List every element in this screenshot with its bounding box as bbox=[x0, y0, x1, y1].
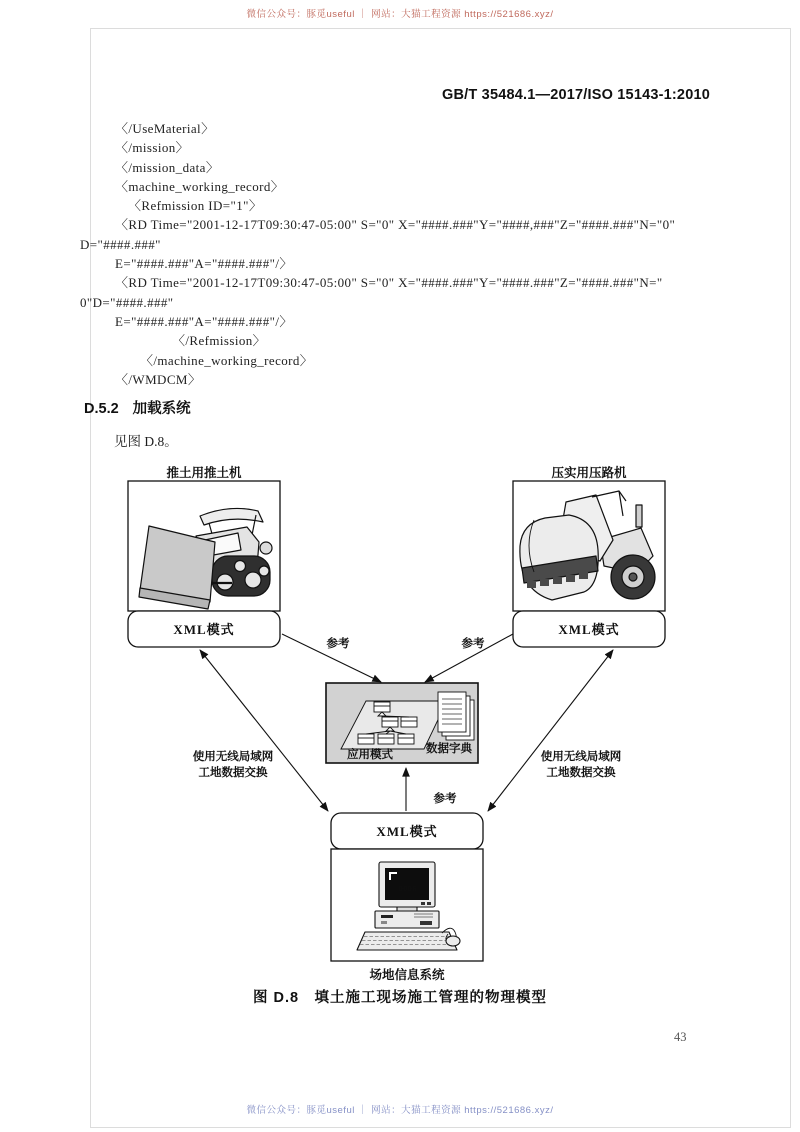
arrow-wlan-right bbox=[488, 650, 613, 811]
wlan-right-line1: 使用无线局域网 bbox=[540, 751, 622, 763]
code-line: 〈RD Time="2001-12-17T09:30:47-05:00" S="0" X="####.###"Y="####,###"Z="####.###"N="0" bbox=[115, 217, 676, 233]
xml-schema-right-label: XML模式 bbox=[558, 622, 620, 637]
code-line: 〈/mission〉 bbox=[115, 140, 190, 156]
code-line: 0"D="####.###" bbox=[80, 294, 174, 310]
document-number: GB/T 35484.1—2017/ISO 15143-1:2010 bbox=[442, 87, 710, 103]
page-number: 43 bbox=[674, 1030, 687, 1044]
page-border-top bbox=[90, 28, 791, 29]
arrow-wlan-left bbox=[200, 650, 328, 811]
code-line: 〈RD Time="2001-12-17T09:30:47-05:00" S="0" X="####.###"Y="####.###"Z="####.###"N=" bbox=[115, 275, 663, 291]
xml-schema-left-label: XML模式 bbox=[173, 622, 235, 637]
watermark-top: 微信公众号：豚觅useful ｜ 网站：大猫工程资源 https://521686.xyz/ bbox=[246, 9, 554, 20]
figure-diagram bbox=[90, 450, 710, 990]
code-line: 〈/UseMaterial〉 bbox=[115, 121, 215, 136]
wlan-right-line2: 工地数据交换 bbox=[546, 767, 616, 779]
section-title: 加载系统 bbox=[132, 401, 191, 417]
page-border-right bbox=[790, 28, 791, 1127]
code-line: D="####.###" bbox=[80, 236, 161, 252]
app-model-label: 应用模式 bbox=[347, 749, 393, 761]
ref-right-label: 参考 bbox=[461, 638, 485, 650]
figure-caption: 图 D.8 填土施工现场施工管理的物理模型 bbox=[252, 990, 548, 1006]
xml-schema-bottom-label: XML模式 bbox=[376, 824, 438, 839]
code-line: 〈/machine_working_record〉 bbox=[140, 352, 314, 368]
code-line: 〈Refmission ID="1"〉 bbox=[128, 198, 263, 214]
code-block bbox=[80, 119, 748, 389]
ref-left-label: 参考 bbox=[326, 638, 350, 650]
screen-text: 0006 bbox=[399, 885, 417, 893]
site-system-label: 场地信息系统 bbox=[369, 968, 445, 982]
section-number: D.5.2 bbox=[84, 401, 119, 417]
wlan-left-line2: 工地数据交换 bbox=[198, 767, 268, 779]
roller-label: 压实用压路机 bbox=[551, 466, 627, 480]
watermark-bottom: 微信公众号：豚觅useful ｜ 网站：大猫工程资源 https://521686.xyz/ bbox=[246, 1105, 554, 1116]
data-dictionary-label: 数据字典 bbox=[426, 743, 472, 755]
code-line: 〈/Refmission〉 bbox=[172, 333, 267, 349]
code-line: 〈machine_working_record〉 bbox=[115, 178, 285, 194]
page-border-bottom bbox=[90, 1127, 791, 1128]
dozer-label: 推土用推土机 bbox=[166, 466, 242, 480]
code-line: E="####.###"A="####.###"/〉 bbox=[115, 313, 293, 329]
code-line: 〈/WMDCM〉 bbox=[115, 371, 202, 387]
ref-bottom-label: 参考 bbox=[433, 793, 457, 805]
code-line: 〈/mission_data〉 bbox=[115, 159, 220, 175]
code-line: E="####.###"A="####.###"/〉 bbox=[115, 256, 293, 272]
wlan-left-line1: 使用无线局域网 bbox=[192, 751, 274, 763]
section-intro: 见图 D.8。 bbox=[114, 434, 178, 449]
data-dictionary-image bbox=[438, 692, 474, 740]
section-heading bbox=[84, 397, 191, 418]
